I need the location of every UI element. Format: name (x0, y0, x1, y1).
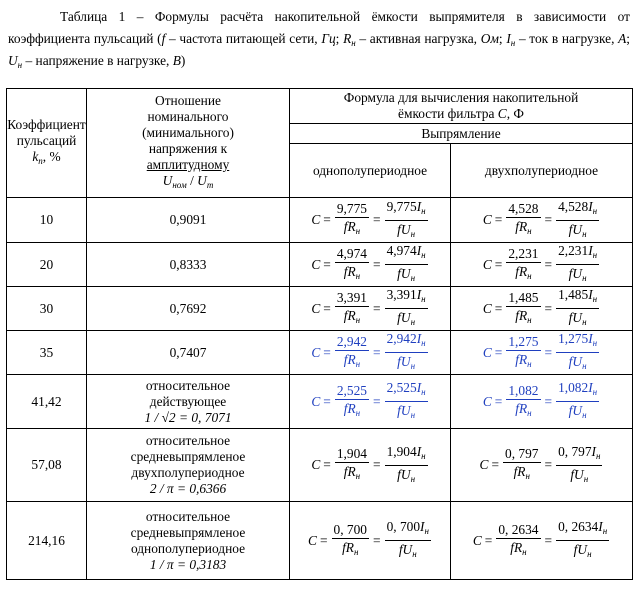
table-row (7, 243, 633, 287)
ratio-expression: 1 / √2 = 0, 7071 (144, 409, 232, 425)
ratio-label: относительное (145, 508, 231, 524)
capacitance-formula: C = $\frac{0, 700}{fR_н}$ = $\frac{0, 700I_н}{fU_н}$ (308, 519, 429, 559)
formula-half-cell (290, 198, 451, 243)
capacitance-formula: C = $\frac{0, 2634}{fR_н}$ = $\frac{0, 2634I_н}{fU_н}$ (472, 519, 608, 559)
formula-full-cell (451, 331, 633, 375)
formula-half-cell (290, 243, 451, 287)
ripple-value: 35 (7, 331, 87, 375)
table-row (7, 375, 633, 429)
ratio-label: двухполупериодное (131, 465, 245, 480)
voltage-ratio: 0,7692 (87, 287, 290, 331)
formula-full-cell (451, 429, 633, 502)
ripple-value: 214,16 (7, 502, 87, 580)
voltage-ratio: 0,7407 (87, 331, 290, 375)
formula-full-cell (451, 502, 633, 580)
ratio-label: относительное (145, 377, 231, 393)
ripple-value: 10 (7, 198, 87, 243)
ratio-label: средневыпрямленое (130, 524, 246, 540)
capacitance-formula: C = $\frac{4,974}{fR_н}$ = $\frac{4,974I_н}{fU_н}$ (311, 243, 426, 283)
formula-full-cell (451, 287, 633, 331)
formula-half-cell (290, 429, 451, 502)
formula-full-cell (451, 198, 633, 243)
header-full-wave: двухполупериодное (451, 144, 633, 198)
capacitance-formula: C = $\frac{1,082}{fR_н}$ = $\frac{1,082I_н}{fU_н}$ (482, 380, 598, 420)
table-row (7, 331, 633, 375)
capacitance-formula: C = $\frac{9,775}{fR_н}$ = $\frac{9,775I_н}{fU_н}$ (311, 198, 426, 239)
formula-half-cell (290, 375, 451, 429)
capacitance-formula: C = $\frac{1,904}{fR_н}$ = $\frac{1,904I_н}{fU_н}$ (311, 443, 426, 484)
table-row (7, 429, 633, 502)
capacitance-formula: C = $\frac{2,942}{fR_н}$ = $\frac{2,942I_н}{fU_н}$ (311, 331, 426, 371)
table-row (7, 502, 633, 580)
table-body (7, 198, 633, 580)
voltage-ratio: 0,9091 (87, 198, 290, 243)
voltage-ratio (87, 502, 290, 580)
capacitance-formula: C = $\frac{3,391}{fR_н}$ = $\frac{3,391I_н}{fU_н}$ (311, 287, 426, 327)
formula-table (6, 88, 633, 580)
voltage-ratio: 0,8333 (87, 243, 290, 287)
formula-full-cell (451, 375, 633, 429)
voltage-ratio (87, 375, 290, 429)
formula-half-cell (290, 331, 451, 375)
ratio-label: однополупериодное (130, 540, 246, 556)
capacitance-formula: C = $\frac{0, 797}{fR_н}$ = $\frac{0, 797I_н}{fU_н}$ (479, 443, 601, 484)
formula-half-cell (290, 287, 451, 331)
ratio-expression: 2 / π = 0,6366 (149, 481, 227, 496)
ripple-value: 41,42 (7, 375, 87, 429)
ripple-value: 20 (7, 243, 87, 287)
ratio-label: действующее (149, 393, 227, 409)
capacitance-formula: C = $\frac{4,528}{fR_н}$ = $\frac{4,528I_н}{fU_н}$ (482, 198, 598, 239)
header-formula: Формула для вычисления накопительной ёмкости фильтра С, Ф (290, 89, 633, 124)
table-row (7, 287, 633, 331)
table-row (7, 198, 633, 243)
header-voltage-ratio: Отношение номинального (минимального) напряжения к амплитудному $U_{ном} / U_m$ (87, 89, 290, 198)
header-half-wave: однополупериодное (290, 144, 451, 198)
header-rectification: Выпрямление (290, 124, 633, 144)
ratio-expression: 1 / π = 0,3183 (149, 556, 227, 572)
capacitance-formula: C = $\frac{2,231}{fR_н}$ = $\frac{2,231I_н}{fU_н}$ (482, 243, 598, 283)
ratio-label: средневыпрямленое (130, 449, 246, 464)
capacitance-formula: C = $\frac{1,485}{fR_н}$ = $\frac{1,485I_н}{fU_н}$ (482, 287, 598, 327)
capacitance-formula: C = $\frac{1,275}{fR_н}$ = $\frac{1,275I_н}{fU_н}$ (482, 331, 598, 371)
formula-full-cell (451, 243, 633, 287)
table-caption: Таблица 1 – Формулы расчёта накопительной ёмкости выпрямителя в зависимости от коэффициента пульсаций (f – частота питающей сети, Гц; $R_н$ – активная нагрузка, Ом; $I_н$ – ток в нагрузке, А; $U_н$ – напряжение в нагрузке, В) (8, 9, 631, 70)
header-ripple-coefficient: Коэффициент пульсаций $k_п$, % (7, 89, 87, 198)
ratio-label: относительное (145, 433, 231, 448)
formula-half-cell (290, 502, 451, 580)
voltage-ratio (87, 429, 290, 502)
ripple-value: 57,08 (7, 429, 87, 502)
ripple-value: 30 (7, 287, 87, 331)
capacitance-formula: C = $\frac{2,525}{fR_н}$ = $\frac{2,525I_н}{fU_н}$ (311, 380, 426, 420)
